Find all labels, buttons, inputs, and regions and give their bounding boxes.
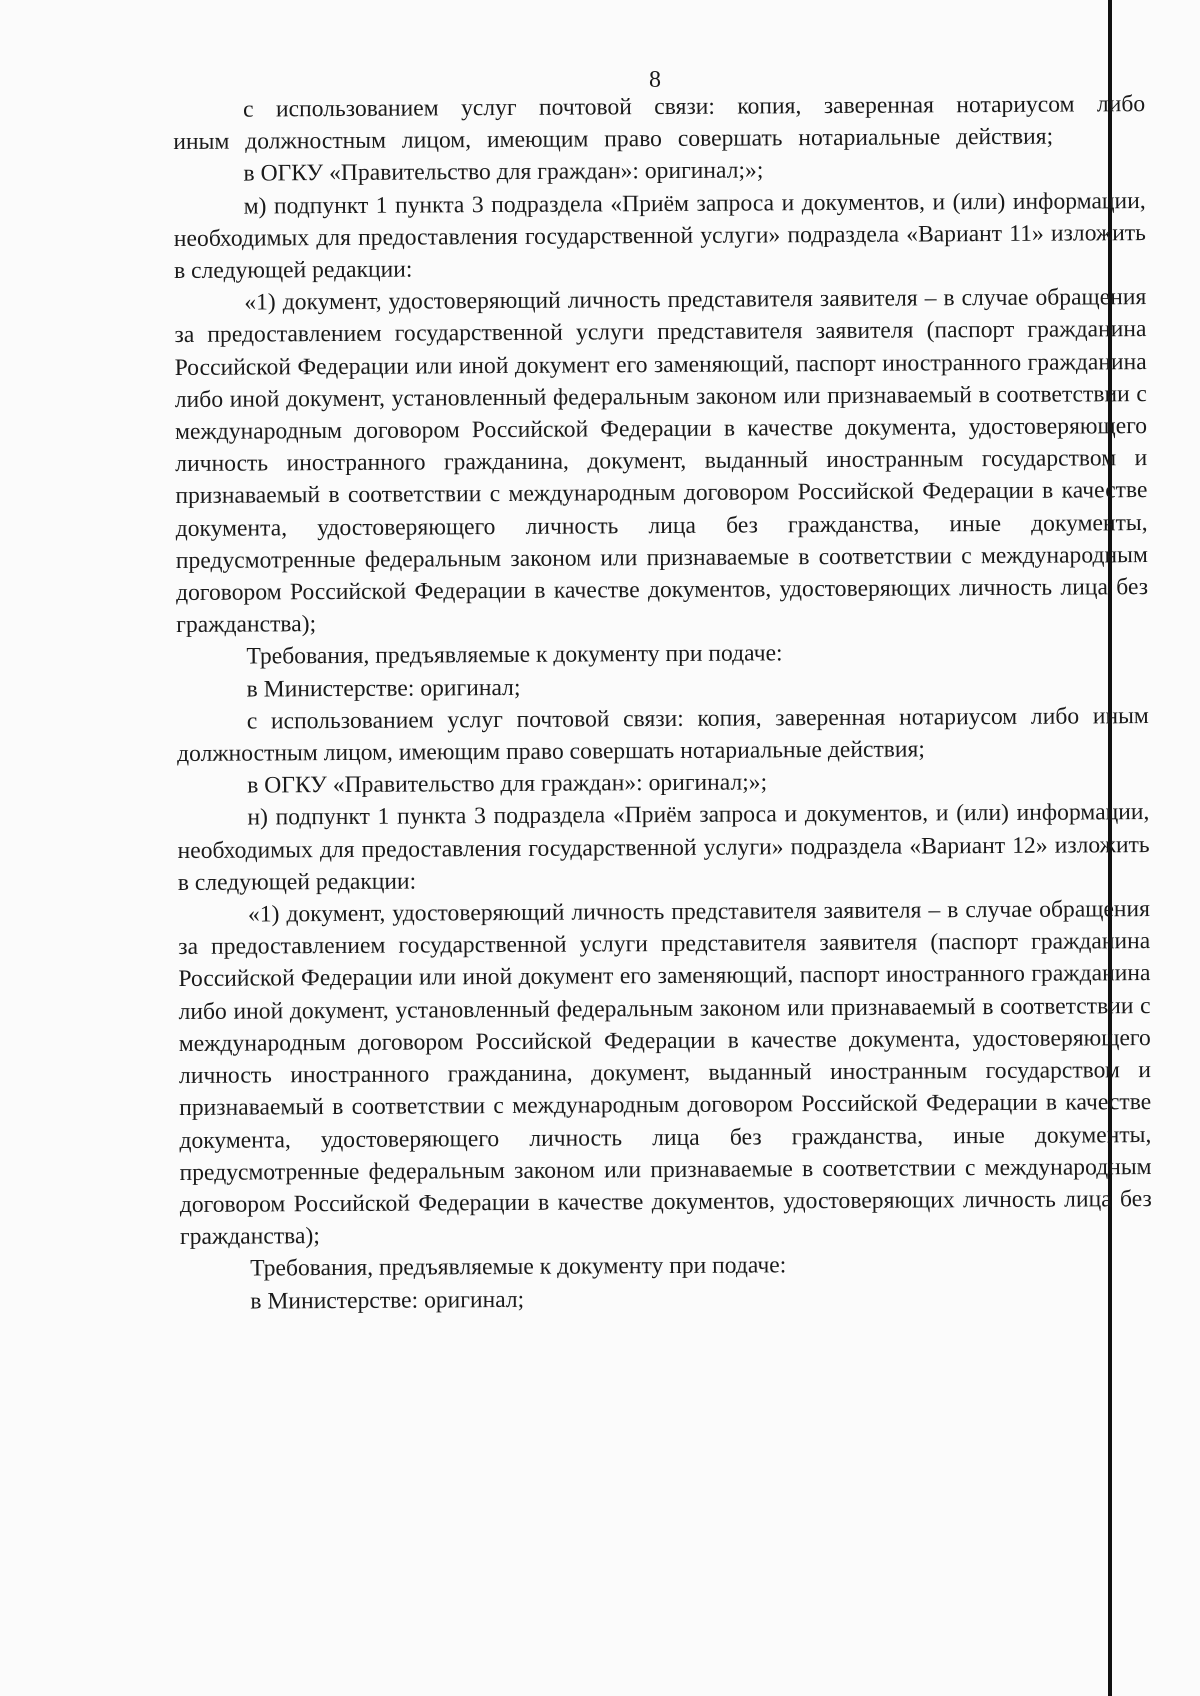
- paragraph-postal-copy-2: с использованием услуг почтовой связи: копия, заверенная нотариусом либо иным должностным лицом, имеющим право совершать нотариальные действия;: [176, 702, 1149, 768]
- paragraph-postal-copy-1: с использованием услуг почтовой связи: копия, заверенная нотариусом либо иным должностным лицом, имеющим право совершать нотариальные действия;: [173, 91, 1146, 156]
- document-body: [173, 88, 1152, 1318]
- paragraph-requirements-heading-1: Требования, предъявляемые к документу при подаче:: [246, 640, 783, 671]
- paragraph-amendment-n: н) подпункт 1 пункта 3 подраздела «Приём запроса и документов, и (или) информации, необходимых для предоставления государственной услуги» подраздела «Вариант 12» изложить в следующей редакции:: [177, 799, 1150, 896]
- paragraph-amendment-m: м) подпункт 1 пункта 3 подраздела «Приём запроса и документов, и (или) информации, необходимых для предоставления государственной услуги» подраздела «Вариант 11» изложить в следующей редакции:: [173, 187, 1146, 285]
- paragraph-identity-document-1: «1) документ, удостоверяющий личность представителя заявителя – в случае обращения за предоставлением государственной услуги представителя заявителя (паспорт гражданина Российской Федерации или иной документ его заменяющий, паспорт иностранного гражданина либо иной документ, установленный федеральным законом или признаваемый в соответствии с международным договором Российской Федерации в качестве документа, удостоверяющего личность иностранного гражданина, документ, выданный иностранным государством и признаваемый в соответствии с международным договором Российской Федерации в качестве документа, удостоверяющего личность лица без гражданства, иные документы, предусмотренные федеральным законом или признаваемые в соответствии с международным договором Российской Федерации в качестве документов, удостоверяющих личность лица без гражданства);: [174, 284, 1149, 639]
- paragraph-requirements-heading-2: Требования, предъявляемые к документу при подаче:: [250, 1252, 787, 1282]
- paragraph-ogku-original-2: в ОГКУ «Правительство для граждан»: оригинал;»;: [247, 769, 768, 799]
- paragraph-ministry-original-1: в Министерстве: оригинал;: [246, 674, 521, 703]
- paragraph-ministry-original-2: в Министерстве: оригинал;: [250, 1286, 525, 1315]
- page-number: 8: [649, 67, 661, 93]
- paragraph-ogku-original-1: в ОГКУ «Правительство для граждан»: оригинал;»;: [243, 157, 764, 187]
- paragraph-identity-document-2: «1) документ, удостоверяющий личность представителя заявителя – в случае обращения за предоставлением государственной услуги представителя заявителя (паспорт гражданина Российской Федерации или иной документ его заменяющий, паспорт иностранного гражданина либо иной документ, установленный федеральным законом или признаваемый в соответствии с международным договором Российской Федерации в качестве документа, удостоверяющего личность иностранного гражданина, документ, выданный иностранным государством и признаваемый в соответствии с международным договором Российской Федерации в качестве документа, удостоверяющего личность лица без гражданства, иные документы, предусмотренные федеральным законом или признаваемые в соответствии с международным договором Российской Федерации в качестве документов, удостоверяющих личность лица без гражданства);: [178, 896, 1152, 1251]
